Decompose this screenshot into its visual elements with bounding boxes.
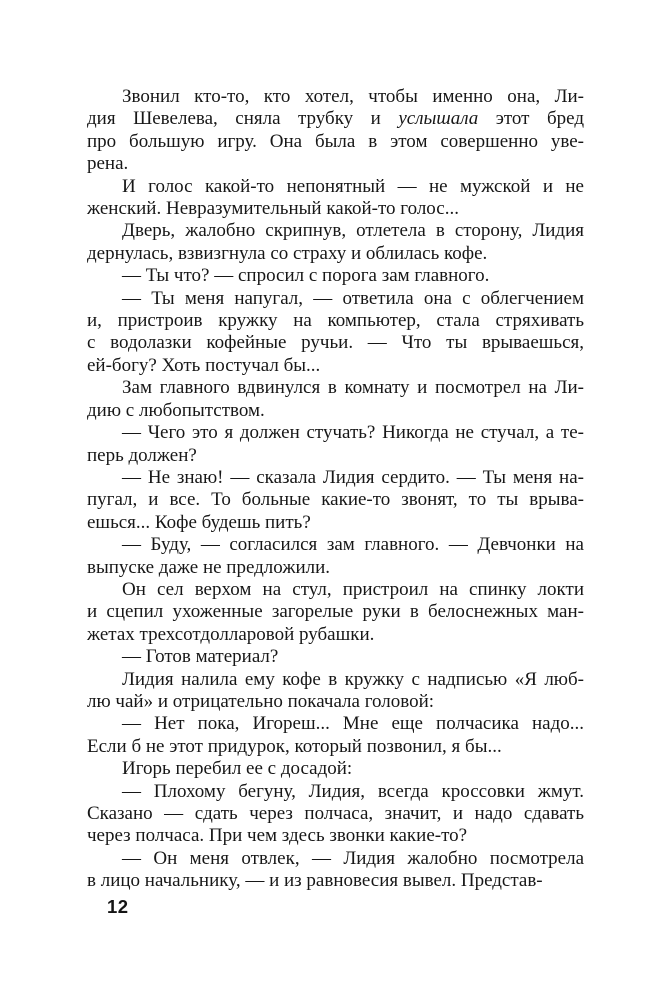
- text-line: [87, 377, 584, 399]
- text-segment: Зам главного вдвинулся в комнату и посмотрел на Ли-: [122, 377, 584, 399]
- text-line: [87, 781, 584, 803]
- text-segment: — Ты меня напугал, — ответила она с облегчением: [122, 287, 584, 309]
- text-segment: про большую игру. Она была в этом совершенно уве-: [87, 130, 584, 152]
- text-line: [87, 332, 584, 354]
- text-segment: Игорь перебил ее с досадой:: [122, 758, 353, 780]
- paragraph: [87, 646, 584, 668]
- paragraph: [87, 713, 584, 758]
- paragraph: [87, 377, 584, 422]
- text-line: [87, 825, 584, 847]
- text-line: [87, 579, 584, 601]
- paragraph: [87, 265, 584, 287]
- text-segment: Если б не этот придурок, который позвонил, я бы...: [87, 735, 502, 757]
- text-line: [87, 512, 584, 534]
- text-line: [87, 355, 584, 377]
- text-line: [87, 646, 584, 668]
- text-line: [87, 669, 584, 691]
- text-line: [87, 288, 584, 310]
- text-segment: дернулась, взвизгнула со страху и облилась кофе.: [87, 242, 488, 264]
- text-line: [87, 86, 584, 108]
- text-segment: дию с любопытством.: [87, 399, 265, 421]
- text-line: [87, 176, 584, 198]
- text-line: [87, 557, 584, 579]
- text-line: [87, 534, 584, 556]
- text-segment: Лидия налила ему кофе в кружку с надписью «Я люб-: [122, 668, 584, 690]
- paragraph: [87, 220, 584, 265]
- text-line: [87, 243, 584, 265]
- page-text: [87, 86, 584, 893]
- text-segment: рена.: [87, 153, 129, 175]
- paragraph: [87, 288, 584, 378]
- text-segment: Сказано — сдать через полчаса, значит, и надо сдавать: [87, 803, 584, 824]
- text-line: [87, 198, 584, 220]
- text-segment: этот бред: [478, 108, 584, 130]
- text-segment: Звонил кто-то, кто хотел, чтобы именно она, Ли-: [122, 86, 584, 107]
- paragraph: [87, 86, 584, 176]
- text-line: [87, 108, 584, 130]
- text-line: [87, 848, 584, 870]
- text-line: [87, 220, 584, 242]
- text-line: [87, 445, 584, 467]
- text-segment: в лицо начальнику, — и из равновесия вывел. Представ-: [87, 870, 543, 892]
- paragraph: [87, 669, 584, 714]
- paragraph: [87, 534, 584, 579]
- paragraph: [87, 422, 584, 467]
- text-segment: жетах трехсотдолларовой рубашки.: [87, 623, 375, 645]
- text-segment: — Готов материал?: [122, 646, 279, 668]
- text-segment: и, пристроив кружку на компьютер, стала стряхивать: [87, 310, 584, 332]
- text-segment: — Он меня отвлек, — Лидия жалобно посмотрела: [122, 847, 584, 869]
- text-segment: — Не знаю! — сказала Лидия сердито. — Ты меня на-: [122, 466, 584, 488]
- paragraph: [87, 848, 584, 893]
- text-segment: — Нет пока, Игореш... Мне еще полчасика надо...: [122, 713, 584, 735]
- text-line: [87, 691, 584, 713]
- text-line: [87, 400, 584, 422]
- text-segment: с водолазки кофейные ручьи. — Что ты врываешься,: [87, 332, 584, 354]
- text-segment: через полчаса. При чем здесь звонки какие-то?: [87, 825, 468, 847]
- text-segment: Дверь, жалобно скрипнув, отлетела в сторону, Лидия: [122, 220, 584, 242]
- text-line: [87, 736, 584, 758]
- text-segment: дия Шевелева, сняла трубку и: [87, 108, 399, 130]
- paragraph: [87, 176, 584, 221]
- text-segment: — Буду, — согласился зам главного. — Девчонки на: [122, 534, 584, 556]
- paragraph: [87, 467, 584, 534]
- text-line: [87, 624, 584, 646]
- text-line: [87, 803, 584, 825]
- paragraph: [87, 758, 584, 780]
- text-segment: Он сел верхом на стул, пристроил на спинку локти: [122, 578, 584, 600]
- text-line: [87, 870, 584, 892]
- paragraph: [87, 781, 584, 848]
- text-segment: и сцепил ухоженные загорелые руки в белоснежных ман-: [87, 601, 584, 623]
- text-segment: пугал, и все. То больные какие-то звонят, то ты врыва-: [87, 489, 584, 511]
- text-segment: выпуске даже не предложили.: [87, 556, 331, 578]
- page-number: 12: [107, 896, 129, 917]
- text-line: [87, 601, 584, 623]
- text-line: [87, 713, 584, 735]
- text-segment: перь должен?: [87, 444, 197, 466]
- text-segment: — Ты что? — спросил с порога зам главного.: [122, 265, 490, 287]
- text-segment: ешься... Кофе будешь пить?: [87, 511, 311, 533]
- text-segment: ей-богу? Хоть постучал бы...: [87, 354, 321, 376]
- text-line: [87, 422, 584, 444]
- text-line: [87, 153, 584, 175]
- text-segment: И голос какой-то непонятный — не мужской и не: [122, 175, 584, 197]
- text-line: [87, 467, 584, 489]
- text-line: [87, 131, 584, 153]
- text-segment: лю чай» и отрицательно покачала головой:: [87, 690, 435, 712]
- text-line: [87, 310, 584, 332]
- text-segment: женский. Невразумительный какой-то голос...: [87, 198, 459, 220]
- text-segment: — Чего это я должен стучать? Никогда не стучал, а те-: [122, 422, 584, 444]
- italic-text-segment: услышала: [398, 108, 479, 130]
- text-line: [87, 265, 584, 287]
- paragraph: [87, 579, 584, 646]
- text-line: [87, 758, 584, 780]
- text-line: [87, 489, 584, 511]
- text-segment: — Плохому бегуну, Лидия, всегда кроссовки жмут.: [122, 780, 584, 802]
